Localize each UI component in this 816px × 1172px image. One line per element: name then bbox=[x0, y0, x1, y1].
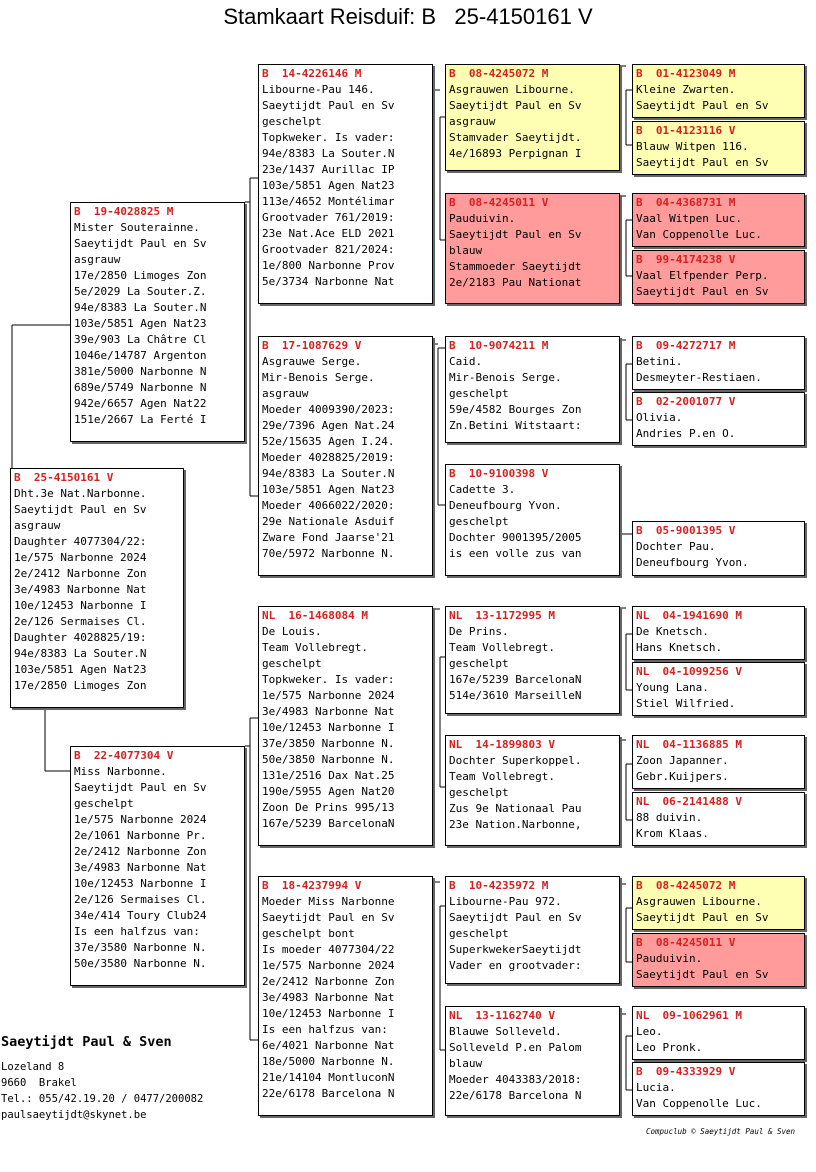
pigeon-info-line: Saeytijdt Paul en Sv bbox=[262, 911, 395, 924]
pigeon-info-line: 37e/3580 Narbonne N. bbox=[74, 941, 207, 954]
pigeon-card-mother[interactable] bbox=[70, 746, 245, 986]
pigeon-name: Betini. bbox=[636, 355, 683, 368]
pigeon-info-line: 34e/414 Toury Club24 bbox=[74, 909, 207, 922]
pigeon-info-line: 70e/5972 Narbonne N. bbox=[262, 547, 395, 560]
ring-number: B 08-4245072 M bbox=[636, 879, 736, 892]
pigeon-card-grandfather-paternal[interactable] bbox=[258, 64, 433, 304]
ring-number: NL 13-1172995 M bbox=[449, 609, 555, 622]
pigeon-info-line: 17e/2850 Limoges Zon bbox=[74, 269, 207, 282]
pigeon-card-gggen-6[interactable] bbox=[632, 392, 805, 446]
pigeon-info-line: 6e/4021 Narbonne Nat bbox=[262, 1039, 395, 1052]
ring-number: B 09-4272717 M bbox=[636, 339, 736, 352]
pigeon-name: Olivia. bbox=[636, 411, 683, 424]
pigeon-card-ggen-fmm[interactable] bbox=[445, 464, 620, 576]
pigeon-card-grandmother-maternal[interactable] bbox=[258, 876, 433, 1116]
pigeon-info-line: 3e/4983 Narbonne Nat bbox=[14, 583, 147, 596]
pigeon-name: Pauduivin. bbox=[449, 212, 516, 225]
pigeon-name: Blauwe Solleveld. bbox=[449, 1025, 562, 1038]
pigeon-info-line: 2e/2412 Narbonne Zon bbox=[14, 567, 147, 580]
pigeon-info-line: Gebr.Kuijpers. bbox=[636, 770, 729, 783]
pigeon-name: Moeder Miss Narbonne bbox=[262, 895, 395, 908]
pigeon-name: Blauw Witpen 116. bbox=[636, 140, 749, 153]
pigeon-card-gggen-1[interactable] bbox=[632, 64, 805, 118]
pigeon-info-line: 103e/5851 Agen Nat23 bbox=[14, 663, 147, 676]
pigeon-info-line: Saeytijdt Paul en Sv bbox=[636, 99, 769, 112]
pigeon-info-line: Zn.Betini Witstaart: bbox=[449, 419, 582, 432]
pigeon-info-line: blauw bbox=[449, 1057, 483, 1070]
ring-number: B 25-4150161 V bbox=[14, 471, 114, 484]
ring-number: NL 04-1136885 M bbox=[636, 738, 742, 751]
pigeon-info-line: 94e/8383 La Souter.N bbox=[262, 467, 395, 480]
pigeon-info-line: 2e/2412 Narbonne Zon bbox=[262, 975, 395, 988]
pigeon-card-ggen-mff[interactable] bbox=[445, 606, 620, 714]
pigeon-info-line: 39e/903 La Châtre Cl bbox=[74, 333, 207, 346]
pigeon-name: Leo. bbox=[636, 1025, 663, 1038]
pigeon-name: Asgrauwen Libourne. bbox=[449, 83, 575, 96]
pigeon-info-line: 5e/3734 Narbonne Nat bbox=[262, 275, 395, 288]
pigeon-info-line: 52e/15635 Agen I.24. bbox=[262, 435, 395, 448]
pigeon-card-ggen-ffm[interactable] bbox=[445, 193, 620, 304]
pigeon-info-line: 1e/575 Narbonne 2024 bbox=[74, 813, 207, 826]
pigeon-name: Asgrauwen Libourne. bbox=[636, 895, 762, 908]
ring-number: NL 04-1099256 V bbox=[636, 665, 742, 678]
pigeon-info-line: 4e/16893 Perpignan I bbox=[449, 147, 582, 160]
pigeon-info-line: Deneufbourg Yvon. bbox=[449, 499, 562, 512]
ring-number: B 18-4237994 V bbox=[262, 879, 362, 892]
ring-number: B 02-2001077 V bbox=[636, 395, 736, 408]
pigeon-info-line: 3e/4983 Narbonne Nat bbox=[74, 861, 207, 874]
pigeon-info-line: 22e/6178 Barcelona N bbox=[262, 1087, 395, 1100]
pigeon-card-gggen-16[interactable] bbox=[632, 1062, 805, 1116]
pigeon-name: Dht.3e Nat.Narbonne. bbox=[14, 487, 147, 500]
ring-number: B 19-4028825 M bbox=[74, 205, 174, 218]
pigeon-card-gggen-14[interactable] bbox=[632, 933, 805, 987]
pigeon-info-line: geschelpt bont bbox=[262, 927, 355, 940]
pigeon-info-line: 29e Nationale Asduif bbox=[262, 515, 395, 528]
pigeon-name: Cadette 3. bbox=[449, 483, 516, 496]
pigeon-card-gggen-11[interactable] bbox=[632, 735, 805, 789]
pigeon-info-line: Saeytijdt Paul en Sv bbox=[14, 503, 147, 516]
pigeon-info-line: asgrauw bbox=[262, 387, 309, 400]
pigeon-info-line: 131e/2516 Dax Nat.25 bbox=[262, 769, 395, 782]
pigeon-card-gggen-9[interactable] bbox=[632, 606, 805, 660]
breeder-street: Lozeland 8 bbox=[1, 1061, 65, 1073]
pigeon-info-line: Andries P.en O. bbox=[636, 427, 736, 440]
pigeon-card-gggen-8[interactable] bbox=[632, 521, 805, 576]
pigeon-info-line: Team Vollebregt. bbox=[449, 770, 555, 783]
pigeon-info-line: Grootvader 761/2019: bbox=[262, 211, 395, 224]
pigeon-name: Kleine Zwarten. bbox=[636, 83, 736, 96]
pigeon-info-line: Zware Fond Jaarse'21 bbox=[262, 531, 395, 544]
pigeon-info-line: Team Vollebregt. bbox=[262, 641, 368, 654]
ring-number: NL 09-1062961 M bbox=[636, 1009, 742, 1022]
ring-number: NL 16-1468084 M bbox=[262, 609, 368, 622]
ring-number: B 01-4123049 M bbox=[636, 67, 736, 80]
pigeon-info-line: Van Coppenolle Luc. bbox=[636, 228, 762, 241]
pigeon-info-line: Moeder 4066022/2020: bbox=[262, 499, 395, 512]
pigeon-info-line: 94e/8383 La Souter.N bbox=[262, 147, 395, 160]
ring-number: NL 06-2141488 V bbox=[636, 795, 742, 808]
pigeon-info-line: 23e Nation.Narbonne, bbox=[449, 818, 582, 831]
breeder-city: 9660 Brakel bbox=[1, 1077, 77, 1089]
pigeon-name: Mister Souterainne. bbox=[74, 221, 200, 234]
pigeon-name: Libourne-Pau 146. bbox=[262, 83, 375, 96]
pigeon-card-grandmother-paternal[interactable] bbox=[258, 336, 433, 576]
ring-number: B 09-4333929 V bbox=[636, 1065, 736, 1078]
pigeon-info-line: 10e/12453 Narbonne I bbox=[14, 599, 147, 612]
ring-number: B 17-1087629 V bbox=[262, 339, 362, 352]
pigeon-card-ggen-fff[interactable] bbox=[445, 64, 620, 171]
software-credit: Compuclub © Saeytijdt Paul & Sven bbox=[646, 1127, 796, 1136]
pigeon-info-line: 167e/5239 BarcelonaN bbox=[449, 673, 582, 686]
ring-number: B 08-4245011 V bbox=[636, 936, 736, 949]
pigeon-card-subject[interactable] bbox=[10, 468, 184, 708]
ring-number: B 99-4174238 V bbox=[636, 253, 736, 266]
pigeon-info-line: asgrauw bbox=[14, 519, 61, 532]
pigeon-info-line: asgrauw bbox=[449, 115, 496, 128]
pigeon-card-gggen-12[interactable] bbox=[632, 792, 805, 846]
pigeon-info-line: Mir-Benois Serge. bbox=[449, 371, 562, 384]
pigeon-info-line: geschelpt bbox=[449, 387, 509, 400]
pigeon-info-line: 37e/3850 Narbonne N. bbox=[262, 737, 395, 750]
pigeon-info-line: Saeytijdt Paul en Sv bbox=[449, 911, 582, 924]
pigeon-name: Vaal Elfpender Perp. bbox=[636, 269, 769, 282]
pigeon-info-line: Saeytijdt Paul en Sv bbox=[74, 237, 207, 250]
pigeon-info-line: Topkweker. Is vader: bbox=[262, 673, 395, 686]
ring-number: B 04-4368731 M bbox=[636, 196, 736, 209]
pigeon-info-line: Moeder 4043383/2018: bbox=[449, 1073, 582, 1086]
pigeon-info-line: 10e/12453 Narbonne I bbox=[74, 877, 207, 890]
ring-number: B 10-4235972 M bbox=[449, 879, 549, 892]
pigeon-info-line: Vader en grootvader: bbox=[449, 959, 582, 972]
ring-number: NL 04-1941690 M bbox=[636, 609, 742, 622]
pigeon-info-line: Daughter 4028825/19: bbox=[14, 631, 147, 644]
pigeon-info-line: 103e/5851 Agen Nat23 bbox=[74, 317, 207, 330]
pigeon-info-line: Topkweker. Is vader: bbox=[262, 131, 395, 144]
pigeon-info-line: 151e/2667 La Ferté I bbox=[74, 413, 207, 426]
pigeon-info-line: 29e/7396 Agen Nat.24 bbox=[262, 419, 395, 432]
pigeon-info-line: 113e/4652 Montélimar bbox=[262, 195, 395, 208]
pigeon-name: Libourne-Pau 972. bbox=[449, 895, 562, 908]
pigeon-card-gggen-5[interactable] bbox=[632, 336, 805, 390]
breeder-phone: Tel.: 055/42.19.20 / 0477/200082 bbox=[1, 1093, 204, 1105]
pigeon-info-line: Hans Knetsch. bbox=[636, 641, 723, 654]
ring-number: NL 14-1899803 V bbox=[449, 738, 555, 751]
pigeon-name: De Prins. bbox=[449, 625, 509, 638]
pigeon-info-line: Krom Klaas. bbox=[636, 827, 709, 840]
pigeon-info-line: 17e/2850 Limoges Zon bbox=[14, 679, 147, 692]
pigeon-name: Pauduivin. bbox=[636, 952, 703, 965]
pigeon-info-line: SuperkwekerSaeytijdt bbox=[449, 943, 582, 956]
pigeon-info-line: Grootvader 821/2024: bbox=[262, 243, 395, 256]
pigeon-info-line: 10e/12453 Narbonne I bbox=[262, 721, 395, 734]
pigeon-info-line: 2e/2183 Pau Nationat bbox=[449, 276, 582, 289]
pigeon-info-line: 2e/126 Sermaises Cl. bbox=[74, 893, 207, 906]
pigeon-info-line: Van Coppenolle Luc. bbox=[636, 1097, 762, 1110]
pigeon-info-line: 23e Nat.Ace ELD 2021 bbox=[262, 227, 395, 240]
ring-number: B 22-4077304 V bbox=[74, 749, 174, 762]
pigeon-info-line: 59e/4582 Bourges Zon bbox=[449, 403, 582, 416]
pigeon-info-line: Saeytijdt Paul en Sv bbox=[449, 99, 582, 112]
pigeon-card-ggen-fmf[interactable] bbox=[445, 336, 620, 443]
pigeon-info-line: geschelpt bbox=[262, 657, 322, 670]
pigeon-info-line: Is moeder 4077304/22 bbox=[262, 943, 395, 956]
pigeon-info-line: Saeytijdt Paul en Sv bbox=[636, 968, 769, 981]
pigeon-info-line: Dochter 9001395/2005 bbox=[449, 531, 582, 544]
pigeon-info-line: 21e/14104 MontluconN bbox=[262, 1071, 395, 1084]
pigeon-name: Lucia. bbox=[636, 1081, 676, 1094]
pigeon-info-line: Leo Pronk. bbox=[636, 1041, 703, 1054]
pigeon-info-line: Is een halfzus van: bbox=[262, 1023, 388, 1036]
pigeon-info-line: Stamvader Saeytijdt. bbox=[449, 131, 582, 144]
pigeon-info-line: 2e/2412 Narbonne Zon bbox=[74, 845, 207, 858]
pigeon-info-line: geschelpt bbox=[449, 927, 509, 940]
pigeon-info-line: 942e/6657 Agen Nat22 bbox=[74, 397, 207, 410]
ring-number: NL 13-1162740 V bbox=[449, 1009, 555, 1022]
pigeon-info-line: Desmeyter-Restiaen. bbox=[636, 371, 762, 384]
pigeon-name: De Louis. bbox=[262, 625, 322, 638]
pigeon-info-line: is een volle zus van bbox=[449, 547, 582, 560]
pigeon-info-line: 94e/8383 La Souter.N bbox=[74, 301, 207, 314]
pigeon-info-line: geschelpt bbox=[449, 657, 509, 670]
pigeon-info-line: geschelpt bbox=[262, 115, 322, 128]
pigeon-info-line: 5e/2029 La Souter.Z. bbox=[74, 285, 207, 298]
pigeon-info-line: asgrauw bbox=[74, 253, 121, 266]
ring-number: B 10-9074211 M bbox=[449, 339, 549, 352]
pigeon-info-line: Saeytijdt Paul en Sv bbox=[262, 99, 395, 112]
pigeon-info-line: 1046e/14787 Argenton bbox=[74, 349, 207, 362]
pigeon-name: Asgrauwe Serge. bbox=[262, 355, 362, 368]
pigeon-info-line: 1e/575 Narbonne 2024 bbox=[262, 689, 395, 702]
pigeon-card-grandfather-maternal[interactable] bbox=[258, 606, 433, 846]
pigeon-card-ggen-mmm[interactable] bbox=[445, 1006, 620, 1116]
page-title: Stamkaart Reisduif: B 25-4150161 V bbox=[223, 4, 593, 29]
ring-number: B 01-4123116 V bbox=[636, 124, 736, 137]
pigeon-info-line: Daughter 4077304/22: bbox=[14, 535, 147, 548]
pigeon-info-line: Zus 9e Nationaal Pau bbox=[449, 802, 582, 815]
breeder-name: Saeytijdt Paul & Sven bbox=[1, 1034, 172, 1050]
pigeon-info-line: Saeytijdt Paul en Sv bbox=[636, 285, 769, 298]
pigeon-info-line: Moeder 4028825/2019: bbox=[262, 451, 395, 464]
pigeon-card-gggen-4[interactable] bbox=[632, 250, 805, 304]
pigeon-name: Zoon Japanner. bbox=[636, 754, 729, 767]
pigeon-name: Vaal Witpen Luc. bbox=[636, 212, 742, 225]
pigeon-name: Miss Narbonne. bbox=[74, 765, 167, 778]
pigeon-info-line: 190e/5955 Agen Nat20 bbox=[262, 785, 395, 798]
pigeon-name: De Knetsch. bbox=[636, 625, 709, 638]
pigeon-card-gggen-13[interactable] bbox=[632, 876, 805, 930]
pigeon-info-line: 167e/5239 BarcelonaN bbox=[262, 817, 395, 830]
pigeon-info-line: Team Vollebregt. bbox=[449, 641, 555, 654]
pigeon-card-gggen-3[interactable] bbox=[632, 193, 805, 247]
pigeon-name: Young Lana. bbox=[636, 681, 709, 694]
ring-number: B 05-9001395 V bbox=[636, 524, 736, 537]
ring-number: B 08-4245011 V bbox=[449, 196, 549, 209]
pigeon-info-line: Moeder 4009390/2023: bbox=[262, 403, 395, 416]
pigeon-name: Dochter Superkoppel. bbox=[449, 754, 582, 767]
pigeon-info-line: 2e/126 Sermaises Cl. bbox=[14, 615, 147, 628]
pigeon-info-line: 23e/1437 Aurillac IP bbox=[262, 163, 395, 176]
pigeon-info-line: Saeytijdt Paul en Sv bbox=[636, 156, 769, 169]
pigeon-info-line: Saeytijdt Paul en Sv bbox=[449, 228, 582, 241]
pigeon-info-line: 18e/5000 Narbonne N. bbox=[262, 1055, 395, 1068]
pigeon-info-line: 1e/575 Narbonne 2024 bbox=[262, 959, 395, 972]
pigeon-info-line: 50e/3850 Narbonne N. bbox=[262, 753, 395, 766]
pigeon-info-line: 22e/6178 Barcelona N bbox=[449, 1089, 582, 1102]
pigeon-info-line: Stiel Wilfried. bbox=[636, 697, 736, 710]
pigeon-info-line: 94e/8383 La Souter.N bbox=[14, 647, 147, 660]
pigeon-info-line: Saeytijdt Paul en Sv bbox=[74, 781, 207, 794]
pigeon-card-ggen-mfm[interactable] bbox=[445, 735, 620, 846]
pigeon-info-line: 10e/12453 Narbonne I bbox=[262, 1007, 395, 1020]
pigeon-info-line: 3e/4983 Narbonne Nat bbox=[262, 991, 395, 1004]
pigeon-info-line: Zoon De Prins 995/13 bbox=[262, 801, 395, 814]
pigeon-info-line: 1e/800 Narbonne Prov bbox=[262, 259, 395, 272]
pigeon-name: Caid. bbox=[449, 355, 483, 368]
pigeon-info-line: blauw bbox=[449, 244, 483, 257]
ring-number: B 14-4226146 M bbox=[262, 67, 362, 80]
pigeon-info-line: 3e/4983 Narbonne Nat bbox=[262, 705, 395, 718]
pigeon-info-line: Deneufbourg Yvon. bbox=[636, 556, 749, 569]
pigeon-card-gggen-15[interactable] bbox=[632, 1006, 805, 1060]
pigeon-info-line: 2e/1061 Narbonne Pr. bbox=[74, 829, 207, 842]
pigeon-info-line: Mir-Benois Serge. bbox=[262, 371, 375, 384]
pigeon-info-line: 50e/3580 Narbonne N. bbox=[74, 957, 207, 970]
pigeon-info-line: 103e/5851 Agen Nat23 bbox=[262, 483, 395, 496]
pigeon-info-line: Saeytijdt Paul en Sv bbox=[636, 911, 769, 924]
pigeon-info-line: 1e/575 Narbonne 2024 bbox=[14, 551, 147, 564]
pigeon-name: 88 duivin. bbox=[636, 811, 703, 824]
breeder-email[interactable]: paulsaeytijdt@skynet.be bbox=[1, 1109, 147, 1121]
pigeon-card-gggen-2[interactable] bbox=[632, 121, 805, 175]
pigeon-info-line: 381e/5000 Narbonne N bbox=[74, 365, 207, 378]
pigeon-info-line: Stammoeder Saeytijdt bbox=[449, 260, 582, 273]
pigeon-card-father[interactable] bbox=[70, 202, 245, 442]
pigeon-card-gggen-10[interactable] bbox=[632, 662, 805, 716]
pigeon-info-line: Solleveld P.en Palom bbox=[449, 1041, 582, 1054]
ring-number: B 08-4245072 M bbox=[449, 67, 549, 80]
pigeon-info-line: geschelpt bbox=[449, 515, 509, 528]
pigeon-info-line: geschelpt bbox=[449, 786, 509, 799]
pigeon-info-line: geschelpt bbox=[74, 797, 134, 810]
ring-number: B 10-9100398 V bbox=[449, 467, 549, 480]
pigeon-info-line: 514e/3610 MarseilleN bbox=[449, 689, 582, 702]
pigeon-name: Dochter Pau. bbox=[636, 540, 716, 553]
pigeon-info-line: 689e/5749 Narbonne N bbox=[74, 381, 207, 394]
pigeon-info-line: Is een halfzus van: bbox=[74, 925, 200, 938]
pigeon-card-ggen-mmf[interactable] bbox=[445, 876, 620, 984]
pigeon-info-line: 103e/5851 Agen Nat23 bbox=[262, 179, 395, 192]
